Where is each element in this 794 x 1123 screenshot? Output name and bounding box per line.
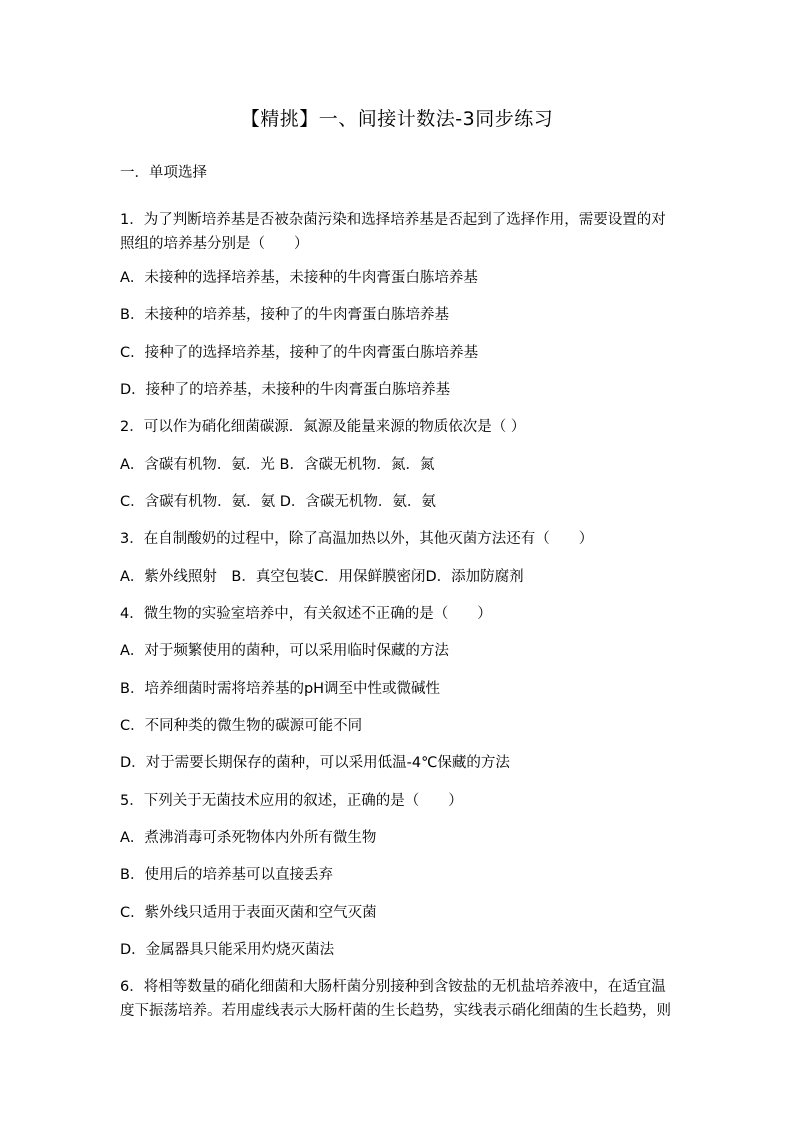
question-4-option-b: B．培养细菌时需将培养基的pH调至中性或微碱性 bbox=[120, 681, 441, 697]
question-5-option-a: A．煮沸消毒可杀死物体内外所有微生物 bbox=[120, 830, 377, 846]
question-2-option-cd: C．含碳有机物．氨．氨 D．含碳无机物．氨．氨 bbox=[120, 494, 436, 510]
section-heading: 一．单项选择 bbox=[120, 165, 207, 181]
question-4-option-d: D．对于需要长期保存的菌种，可以采用低温-4℃保藏的方法 bbox=[120, 755, 510, 771]
question-6-stem: 6．将相等数量的硝化细菌和大肠杆菌分别接种到含铵盐的无机盐培养液中，在适宜温度下振荡培养。若用虚线表示大肠杆菌的生长趋势，实线表示硝化细菌的生长趋势，则 bbox=[120, 979, 671, 1019]
question-2-option-ab: A．含碳有机物．氨．光 B．含碳无机物．氮．氮 bbox=[120, 457, 435, 473]
question-1-stem: 1．为了判断培养基是否被杂菌污染和选择培养基是否起到了选择作用，需要设置的对照组的培养基分别是（ ） bbox=[120, 212, 666, 252]
page-title: 【精挑】一、间接计数法-3同步练习 bbox=[240, 108, 554, 130]
question-4-option-a: A．对于频繁使用的菌种，可以采用临时保藏的方法 bbox=[120, 643, 449, 659]
question-3-options: A．紫外线照射 B．真空包装C．用保鲜膜密闭D．添加防腐剂 bbox=[120, 569, 524, 585]
question-1-option-d: D．接种了的培养基，未接种的牛肉膏蛋白胨培养基 bbox=[120, 382, 451, 398]
question-1-option-c: C．接种了的选择培养基，接种了的牛肉膏蛋白胨培养基 bbox=[120, 345, 479, 361]
question-2-stem: 2．可以作为硝化细菌碳源．氮源及能量来源的物质依次是（ ） bbox=[120, 419, 526, 435]
question-5-stem: 5．下列关于无菌技术应用的叙述，正确的是（ ） bbox=[120, 793, 463, 809]
question-4-stem: 4．微生物的实验室培养中，有关叙述不正确的是（ ） bbox=[120, 606, 492, 622]
question-1-option-a: A．未接种的选择培养基，未接种的牛肉膏蛋白胨培养基 bbox=[120, 270, 478, 286]
question-5-option-b: B．使用后的培养基可以直接丢弃 bbox=[120, 867, 333, 883]
question-5-option-d: D．金属器具只能采用灼烧灭菌法 bbox=[120, 942, 335, 958]
question-4-option-c: C．不同种类的微生物的碳源可能不同 bbox=[120, 718, 363, 734]
question-3-stem: 3．在自制酸奶的过程中，除了高温加热以外，其他灭菌方法还有（ ） bbox=[120, 531, 594, 547]
question-1-option-b: B．未接种的培养基，接种了的牛肉膏蛋白胨培养基 bbox=[120, 307, 449, 323]
question-5-option-c: C．紫外线只适用于表面灭菌和空气灭菌 bbox=[120, 905, 377, 921]
